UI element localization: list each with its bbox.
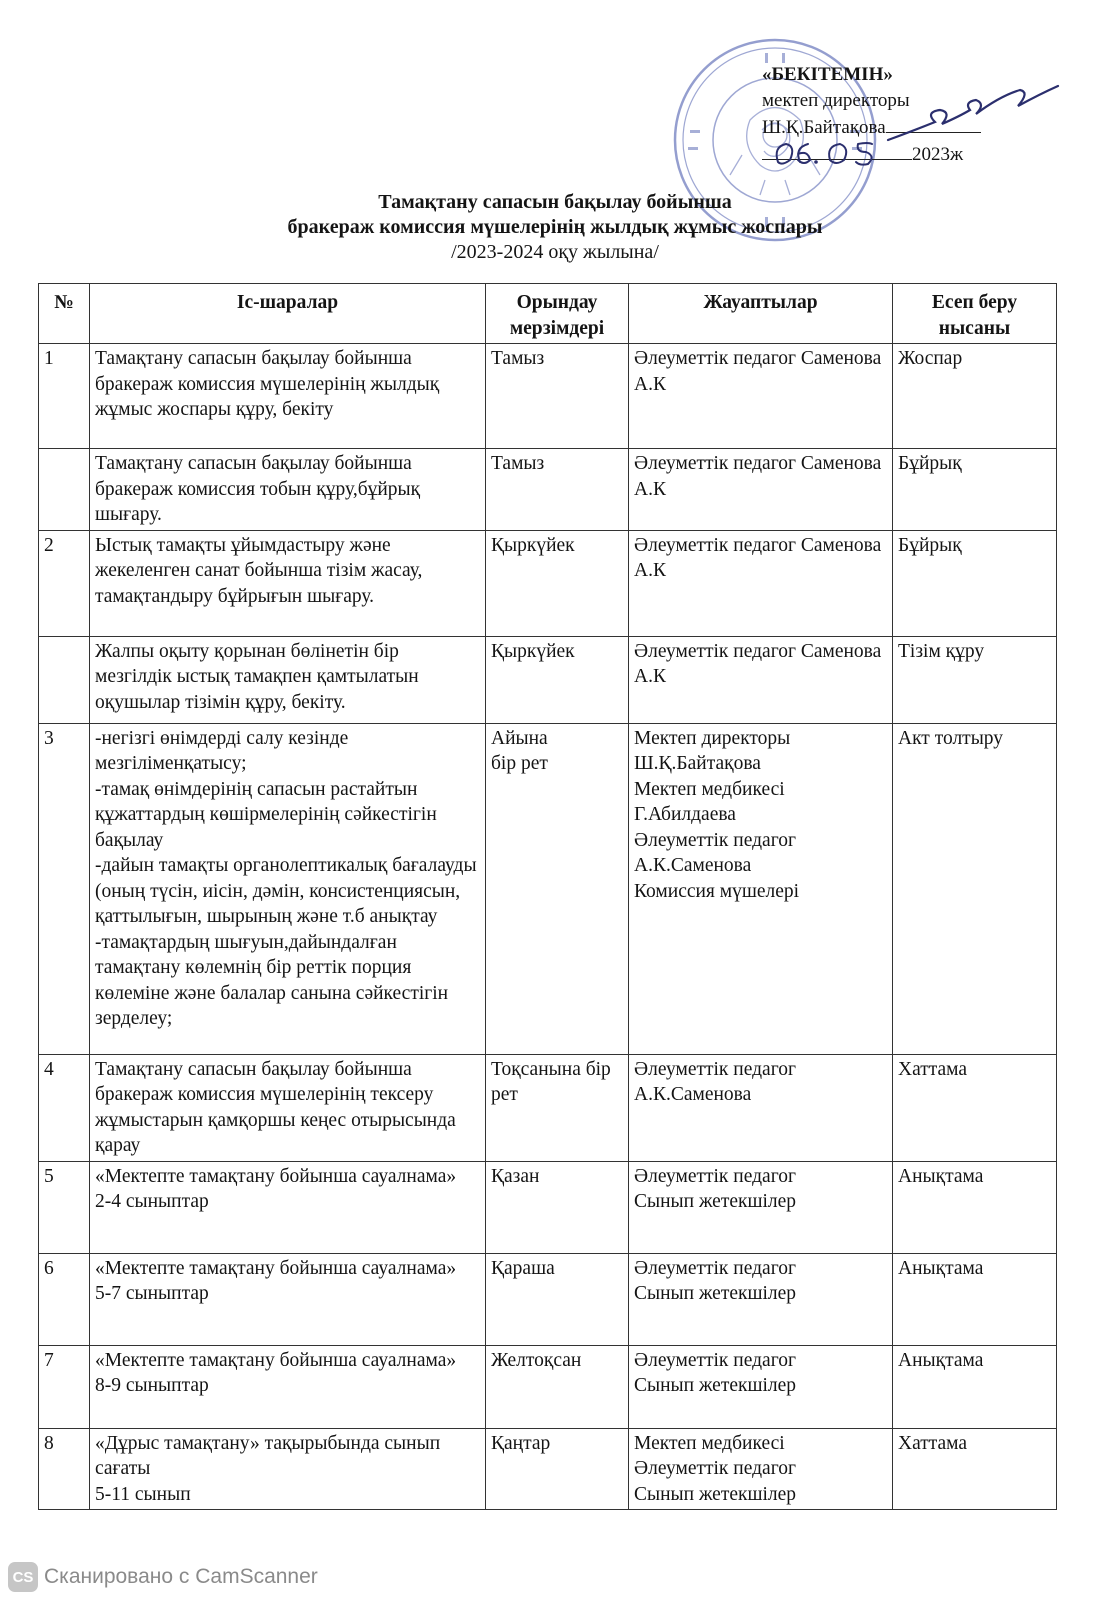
approval-position: мектеп директоры	[762, 90, 910, 111]
row-term: Тоқсанына бір рет	[486, 1054, 629, 1161]
table-row	[39, 1428, 1057, 1510]
row-number: 5	[39, 1161, 90, 1253]
row-term: Тамыз	[486, 449, 629, 531]
row-number: 1	[39, 344, 90, 449]
row-activity: «Мектепте тамақтану бойынша сауалнама» 8-9 сыныптар	[90, 1345, 486, 1428]
row-term: Қараша	[486, 1253, 629, 1345]
row-activity: «Мектепте тамақтану бойынша сауалнама» 5-7 сыныптар	[90, 1253, 486, 1345]
row-report-form: Анықтама	[893, 1161, 1057, 1253]
row-responsible: Мектеп директоры Ш.Қ.Байтақова Мектеп медбикесі Г.Абилдаева Әлеуметтік педагог А.К.Саменова Комиссия мүшелері	[629, 723, 893, 1054]
table-row	[39, 1054, 1057, 1161]
row-number	[39, 636, 90, 723]
row-report-form: Бұйрық	[893, 449, 1057, 531]
row-responsible: Мектеп медбикесі Әлеуметтік педагог Сынып жетекшілер	[629, 1428, 893, 1510]
document-subtitle: /2023-2024 оқу жылына/	[451, 241, 659, 263]
row-activity: -негізгі өнімдерді салу кезінде мезгіліменқатысу; -тамақ өнімдерінің сапасын растайтын құжаттардың көшірмелерінің сәйкестігін бақылау -дайын тамақты органолептикалық бағалауды (оның түсін, иісін, дәмін, консистенциясын, қаттылығын, шырының және т.б анықтау -тамақтардың шығуын,дайындалған тамақтану көлемнің бір реттік порция көлеміне және балалар санына сәйкестігін зерделеу;	[90, 723, 486, 1054]
table-row	[39, 723, 1057, 1054]
row-report-form: Анықтама	[893, 1345, 1057, 1428]
approval-year: 2023ж	[912, 144, 964, 165]
row-report-form: Хаттама	[893, 1428, 1057, 1510]
row-activity: «Дұрыс тамақтану» тақырыбында сынып сағаты 5-11 сынып	[90, 1428, 486, 1510]
row-responsible: Әлеуметтік педагог Сынып жетекшілер	[629, 1345, 893, 1428]
table-row	[39, 449, 1057, 531]
row-term: Қазан	[486, 1161, 629, 1253]
header-term: Орындау мерзімдері	[486, 284, 629, 344]
table-header-row	[39, 284, 1057, 344]
header-activities: Іс-шаралар	[90, 284, 486, 344]
row-report-form: Жоспар	[893, 344, 1057, 449]
row-activity: Тамақтану сапасын бақылау бойынша бракераж комиссия тобын құру,бұйрық шығару.	[90, 449, 486, 531]
row-activity: Ыстық тамақты ұйымдастыру және жекеленген санат бойынша тізім жасау, тамақтандыру бұйрығын шығару.	[90, 530, 486, 636]
row-report-form: Бұйрық	[893, 530, 1057, 636]
row-number: 7	[39, 1345, 90, 1428]
row-responsible: Әлеуметтік педагог Саменова А.К	[629, 344, 893, 449]
table-row	[39, 1253, 1057, 1345]
header-responsible: Жауаптылар	[629, 284, 893, 344]
document-title	[0, 190, 1110, 240]
work-plan-table	[38, 283, 1057, 1510]
camscanner-logo: CS	[8, 1562, 38, 1592]
table-row	[39, 1345, 1057, 1428]
approval-heading: «БЕКІТЕМІН»	[762, 64, 893, 85]
table-row	[39, 344, 1057, 449]
row-number: 4	[39, 1054, 90, 1161]
row-activity: Тамақтану сапасын бақылау бойынша бракераж комиссия мүшелерінің тексеру жұмыстарын қамқоршы кеңес отырысында қарау	[90, 1054, 486, 1161]
row-responsible: Әлеуметтік педагог Саменова А.К	[629, 449, 893, 531]
handwritten-date	[768, 132, 918, 172]
row-report-form: Хаттама	[893, 1054, 1057, 1161]
row-activity: «Мектепте тамақтану бойынша сауалнама» 2-4 сыныптар	[90, 1161, 486, 1253]
row-term: Тамыз	[486, 344, 629, 449]
row-activity: Жалпы оқыту қорынан бөлінетін бір мезгілдік ыстық тамақпен қамтылатын оқушылар тізімін құру, бекіту.	[90, 636, 486, 723]
scanner-watermark	[8, 1560, 318, 1594]
row-number	[39, 449, 90, 531]
row-term: Айына бір рет	[486, 723, 629, 1054]
row-number: 6	[39, 1253, 90, 1345]
header-number: №	[39, 284, 90, 344]
row-report-form: Анықтама	[893, 1253, 1057, 1345]
row-term: Қыркүйек	[486, 636, 629, 723]
table-row	[39, 636, 1057, 723]
row-number: 2	[39, 530, 90, 636]
header-report-form: Есеп беру нысаны	[893, 284, 1057, 344]
document-title-line2: бракераж комиссия мүшелерінің жылдық жұмыс жоспары	[287, 216, 823, 238]
document-title-line1: Тамақтану сапасын бақылау бойынша	[378, 191, 732, 213]
row-responsible: Әлеуметтік педагог Саменова А.К	[629, 530, 893, 636]
row-responsible: Әлеуметтік педагог Сынып жетекшілер	[629, 1253, 893, 1345]
row-number: 8	[39, 1428, 90, 1510]
row-term: Қыркүйек	[486, 530, 629, 636]
row-responsible: Әлеуметтік педагог Сынып жетекшілер	[629, 1161, 893, 1253]
row-term: Желтоқсан	[486, 1345, 629, 1428]
row-activity: Тамақтану сапасын бақылау бойынша бракераж комиссия мүшелерінің жылдық жұмыс жоспары құру, бекіту	[90, 344, 486, 449]
table-row	[39, 530, 1057, 636]
row-term: Қаңтар	[486, 1428, 629, 1510]
row-report-form: Акт толтыру	[893, 723, 1057, 1054]
approval-name: Ш.Қ.Байтақова	[762, 117, 886, 138]
row-number: 3	[39, 723, 90, 1054]
row-responsible: Әлеуметтік педагог Саменова А.К	[629, 636, 893, 723]
table-row	[39, 1161, 1057, 1253]
row-report-form: Тізім құру	[893, 636, 1057, 723]
row-responsible: Әлеуметтік педагог А.К.Саменова	[629, 1054, 893, 1161]
scanner-text: Сканировано с CamScanner	[44, 1565, 318, 1588]
